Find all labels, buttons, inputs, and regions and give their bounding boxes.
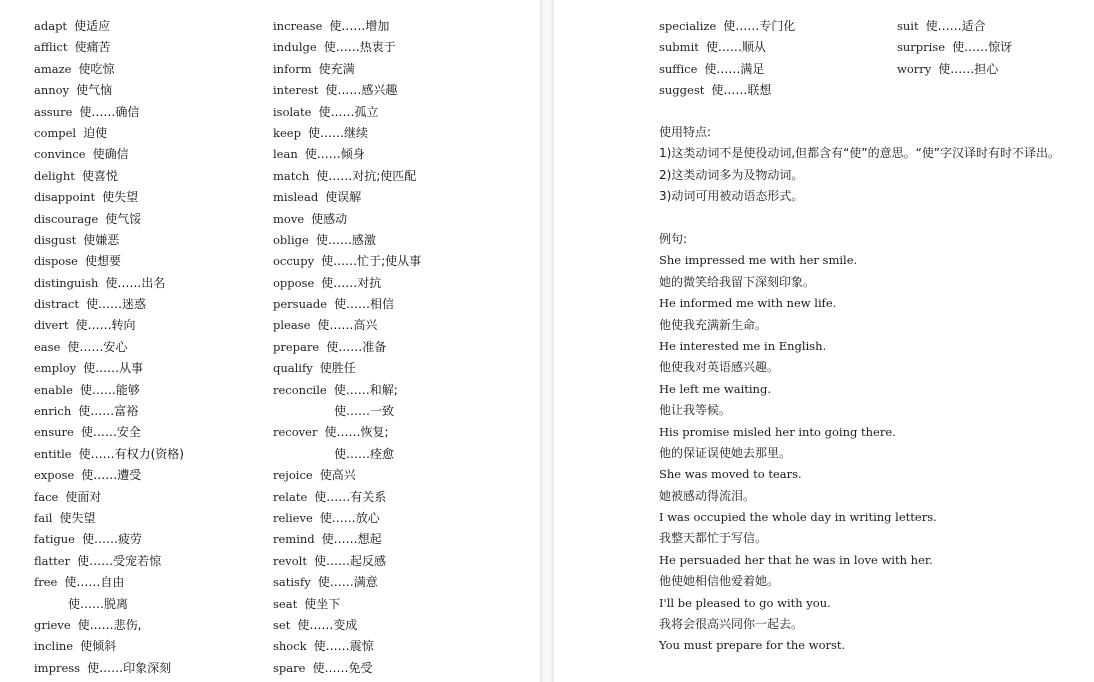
vocab-column-2 bbox=[273, 15, 421, 678]
vocab-meaning: 使面对 bbox=[65, 489, 102, 504]
vocab-word: inform bbox=[273, 61, 312, 76]
vocab-meaning: 使……从事 bbox=[83, 361, 144, 376]
spacer bbox=[659, 208, 1084, 229]
vocab-meaning: 使……脱离 bbox=[68, 596, 129, 611]
vocab-entry bbox=[897, 15, 1012, 36]
vocab-entry bbox=[273, 229, 421, 250]
vocab-word: ensure bbox=[34, 425, 74, 440]
vocab-meaning: 使……能够 bbox=[79, 382, 140, 397]
vocab-meaning: 使……感激 bbox=[315, 232, 376, 247]
vocab-entry bbox=[273, 293, 421, 314]
vocab-entry bbox=[273, 186, 421, 207]
vocab-word: distinguish bbox=[34, 275, 99, 290]
example-chinese: 我将会很高兴同你一起去。 bbox=[659, 617, 804, 632]
vocab-word: divert bbox=[34, 318, 69, 333]
vocab-meaning: 使失望 bbox=[59, 510, 96, 525]
vocab-word: rejoice bbox=[273, 468, 313, 483]
vocab-meaning: 使……恢复; bbox=[324, 425, 389, 440]
vocab-word: expose bbox=[34, 468, 75, 483]
vocab-word: face bbox=[34, 489, 59, 504]
vocab-word: set bbox=[273, 617, 291, 632]
vocab-word: impress bbox=[34, 660, 81, 675]
vocab-word: move bbox=[273, 211, 305, 226]
vocab-entry bbox=[273, 58, 421, 79]
example-english: He informed me with new life. bbox=[659, 296, 837, 311]
vocab-entry bbox=[273, 464, 421, 485]
vocab-entry bbox=[273, 614, 421, 635]
vocab-meaning: 使……遭受 bbox=[81, 468, 142, 483]
vocab-entry bbox=[34, 379, 184, 400]
vocab-meaning: 使高兴 bbox=[319, 468, 356, 483]
vocab-meaning: 使……惊讶 bbox=[952, 40, 1013, 55]
vocab-word: lean bbox=[273, 147, 298, 162]
vocab-entry bbox=[34, 229, 184, 250]
vocab-meaning: 使……相信 bbox=[334, 297, 395, 312]
vocab-word: oblige bbox=[273, 232, 309, 247]
vocab-meaning: 使误解 bbox=[325, 190, 362, 205]
vocab-meaning: 使……安全 bbox=[80, 425, 141, 440]
vocab-entry bbox=[34, 250, 184, 271]
vocab-word: increase bbox=[273, 19, 323, 33]
vocab-word: oppose bbox=[273, 275, 315, 290]
example-chinese: 他让我等候。 bbox=[659, 403, 732, 418]
vocab-word: remind bbox=[273, 532, 315, 547]
vocab-entry bbox=[34, 486, 184, 507]
vocab-word: spare bbox=[273, 660, 306, 675]
vocab-entry bbox=[34, 635, 184, 656]
vocab-entry bbox=[273, 571, 421, 592]
examples-list bbox=[659, 250, 1084, 656]
vocab-word: specialize bbox=[659, 19, 717, 33]
vocab-word: recover bbox=[273, 425, 318, 440]
example-chinese: 他的保证误使她去那里。 bbox=[659, 445, 792, 460]
features-heading: 使用特点: bbox=[659, 125, 712, 139]
vocab-word: worry bbox=[897, 61, 932, 76]
vocab-meaning: 使……出名 bbox=[105, 275, 166, 290]
vocab-meaning: 使……对抗 bbox=[321, 275, 382, 290]
vocab-entry bbox=[273, 357, 421, 378]
vocab-entry bbox=[273, 379, 421, 400]
vocab-entry bbox=[34, 15, 184, 36]
vocab-column-3 bbox=[659, 15, 795, 101]
vocab-meaning: 使……安心 bbox=[67, 339, 128, 354]
vocab-entry bbox=[34, 165, 184, 186]
vocab-word: fatigue bbox=[34, 532, 75, 547]
vocab-word: occupy bbox=[273, 254, 315, 269]
vocab-entry bbox=[34, 593, 184, 614]
vocab-meaning: 使……孤立 bbox=[318, 104, 379, 119]
vocab-word: discourage bbox=[34, 211, 99, 226]
vocab-meaning: 使喜悦 bbox=[81, 168, 118, 183]
vocab-meaning: 使确信 bbox=[92, 147, 129, 162]
vocab-word: incline bbox=[34, 639, 74, 654]
vocab-entry bbox=[659, 58, 795, 79]
vocab-entry bbox=[659, 15, 795, 36]
vocab-meaning: 使……一致 bbox=[334, 404, 395, 419]
vocab-meaning: 使……有关系 bbox=[314, 489, 387, 504]
example-english: He left me waiting. bbox=[659, 381, 771, 396]
example-english: You must prepare for the worst. bbox=[659, 638, 846, 653]
vocab-word: flatter bbox=[34, 553, 71, 568]
vocab-entry bbox=[34, 528, 184, 549]
feature-1: 1)这类动词不是使役动词,但都含有“使”的意思。“使”字汉译时有时不译出。 bbox=[659, 146, 1061, 161]
vocab-meaning: 使……疲劳 bbox=[82, 532, 143, 547]
vocab-word: ease bbox=[34, 339, 61, 354]
vocab-meaning: 使……担心 bbox=[938, 61, 999, 76]
vocab-meaning: 使……满意 bbox=[317, 575, 378, 590]
vocab-word: delight bbox=[34, 168, 75, 183]
page-gutter bbox=[540, 0, 554, 682]
vocab-word: seat bbox=[273, 596, 298, 611]
vocab-word: relate bbox=[273, 489, 308, 504]
vocab-word: reconcile bbox=[273, 382, 327, 397]
example-chinese: 我整天都忙于写信。 bbox=[659, 531, 768, 546]
example-chinese: 他使我对英语感兴趣。 bbox=[659, 360, 780, 375]
vocab-word: convince bbox=[34, 147, 86, 162]
vocab-entry bbox=[273, 314, 421, 335]
vocab-word: fail bbox=[34, 510, 53, 525]
vocab-entry bbox=[897, 36, 1012, 57]
vocab-entry bbox=[34, 507, 184, 528]
vocab-word: qualify bbox=[273, 361, 313, 376]
vocab-meaning: 使……变成 bbox=[297, 617, 358, 632]
vocab-entry bbox=[34, 336, 184, 357]
vocab-entry bbox=[34, 571, 184, 592]
vocab-word: isolate bbox=[273, 104, 312, 119]
feature-2: 2)这类动词多为及物动词。 bbox=[659, 167, 804, 182]
vocab-entry bbox=[34, 272, 184, 293]
vocab-meaning: 使……忙于;使从事 bbox=[321, 254, 422, 269]
vocab-entry bbox=[273, 208, 421, 229]
vocab-word: suggest bbox=[659, 83, 705, 98]
vocab-meaning: 使……痊愈 bbox=[334, 446, 395, 461]
vocab-word: mislead bbox=[273, 190, 319, 205]
vocab-word: grieve bbox=[34, 617, 71, 632]
vocab-word: suffice bbox=[659, 61, 698, 76]
vocab-word: enable bbox=[34, 382, 73, 397]
vocab-meaning: 使……确信 bbox=[79, 104, 140, 119]
vocab-word: annoy bbox=[34, 83, 70, 98]
vocab-entry bbox=[273, 165, 421, 186]
vocab-meaning: 使……想起 bbox=[321, 532, 382, 547]
vocab-word: employ bbox=[34, 361, 77, 376]
vocab-entry bbox=[34, 657, 184, 678]
vocab-meaning: 使失望 bbox=[102, 190, 139, 205]
vocab-meaning: 使……有权力(资格) bbox=[78, 446, 184, 461]
vocab-meaning: 使……和解; bbox=[333, 382, 398, 397]
feature-3: 3)动词可用被动语态形式。 bbox=[659, 189, 804, 204]
vocab-meaning: 使……联想 bbox=[711, 83, 772, 98]
vocab-entry bbox=[659, 79, 795, 100]
vocab-entry bbox=[34, 293, 184, 314]
vocab-entry bbox=[273, 400, 421, 421]
vocab-entry bbox=[273, 421, 421, 442]
vocab-word: disgust bbox=[34, 232, 77, 247]
vocab-word: submit bbox=[659, 40, 699, 55]
vocab-entry bbox=[34, 357, 184, 378]
vocab-meaning: 使……悲伤, bbox=[77, 617, 142, 632]
vocab-entry bbox=[34, 314, 184, 335]
vocab-word: satisfy bbox=[273, 575, 311, 590]
vocab-entry bbox=[273, 15, 421, 36]
example-english: He interested me in English. bbox=[659, 338, 827, 353]
vocab-meaning: 使……起反感 bbox=[314, 553, 387, 568]
examples-heading: 例句: bbox=[659, 232, 688, 246]
vocab-meaning: 使倾斜 bbox=[80, 639, 117, 654]
vocab-meaning: 使……印象深刻 bbox=[87, 660, 172, 675]
vocab-meaning: 使……满足 bbox=[704, 61, 765, 76]
vocab-word: disappoint bbox=[34, 190, 96, 205]
vocab-entry bbox=[34, 36, 184, 57]
vocab-word: free bbox=[34, 575, 58, 590]
vocab-meaning: 使……免受 bbox=[312, 660, 373, 675]
example-english: I was occupied the whole day in writing letters. bbox=[659, 510, 937, 525]
vocab-entry bbox=[273, 79, 421, 100]
vocab-entry bbox=[34, 464, 184, 485]
vocab-entry bbox=[273, 443, 421, 464]
vocab-meaning: 使……受宠若惊 bbox=[77, 553, 162, 568]
vocab-meaning: 使……倾身 bbox=[304, 147, 365, 162]
vocab-word: enrich bbox=[34, 404, 72, 419]
vocab-word: please bbox=[273, 318, 311, 333]
vocab-entry bbox=[34, 186, 184, 207]
vocab-meaning: 使……专门化 bbox=[723, 19, 796, 33]
vocab-meaning: 使……继续 bbox=[307, 125, 368, 140]
vocab-entry bbox=[34, 443, 184, 464]
vocab-word: revolt bbox=[273, 553, 308, 568]
example-english: She was moved to tears. bbox=[659, 467, 802, 482]
vocab-meaning: 使吃惊 bbox=[78, 61, 115, 76]
vocab-meaning: 使……迷惑 bbox=[85, 297, 146, 312]
vocab-word: afflict bbox=[34, 40, 68, 55]
vocab-word: relieve bbox=[273, 510, 313, 525]
vocab-meaning: 使想要 bbox=[84, 254, 121, 269]
vocab-meaning: 使……自由 bbox=[64, 575, 125, 590]
vocab-entry bbox=[273, 36, 421, 57]
vocab-word: persuade bbox=[273, 297, 327, 312]
vocab-meaning: 使痛苦 bbox=[74, 40, 111, 55]
vocab-word: compel bbox=[34, 125, 77, 140]
vocab-meaning: 使充满 bbox=[318, 61, 355, 76]
vocab-entry bbox=[34, 79, 184, 100]
vocab-entry bbox=[273, 250, 421, 271]
vocab-meaning: 使适应 bbox=[74, 19, 111, 33]
vocab-entry bbox=[273, 528, 421, 549]
vocab-entry bbox=[34, 400, 184, 421]
example-chinese: 她被感动得流泪。 bbox=[659, 488, 756, 503]
example-english: She impressed me with her smile. bbox=[659, 253, 858, 268]
vocab-word: distract bbox=[34, 297, 79, 312]
example-english: His promise misled her into going there. bbox=[659, 424, 896, 439]
vocab-column-4 bbox=[897, 15, 1012, 79]
example-chinese: 他使我充满新生命。 bbox=[659, 317, 768, 332]
vocab-meaning: 使……震惊 bbox=[313, 639, 374, 654]
vocab-entry bbox=[34, 101, 184, 122]
vocab-meaning: 使……增加 bbox=[329, 19, 390, 33]
vocab-entry bbox=[34, 614, 184, 635]
vocab-word: assure bbox=[34, 104, 73, 119]
example-english: I'll be pleased to go with you. bbox=[659, 595, 831, 610]
vocab-meaning: 使……顺从 bbox=[705, 40, 766, 55]
vocab-word: indulge bbox=[273, 40, 317, 55]
vocab-entry bbox=[273, 101, 421, 122]
vocab-entry bbox=[273, 143, 421, 164]
vocab-word: suit bbox=[897, 19, 919, 33]
vocab-entry bbox=[273, 635, 421, 656]
vocab-column-1 bbox=[34, 15, 184, 678]
vocab-meaning: 使嫌恶 bbox=[83, 232, 120, 247]
vocab-meaning: 使感动 bbox=[311, 211, 348, 226]
vocab-word: shock bbox=[273, 639, 307, 654]
vocab-word: adapt bbox=[34, 19, 68, 33]
vocab-meaning: 使坐下 bbox=[304, 596, 341, 611]
vocab-entry bbox=[34, 143, 184, 164]
vocab-word: prepare bbox=[273, 339, 320, 354]
vocab-meaning: 使……转向 bbox=[75, 318, 136, 333]
vocab-entry bbox=[273, 122, 421, 143]
vocab-meaning: 使气恼 bbox=[76, 83, 113, 98]
example-english: He persuaded her that he was in love with her. bbox=[659, 552, 933, 567]
vocab-meaning: 使……准备 bbox=[326, 339, 387, 354]
vocab-meaning: 使……适合 bbox=[925, 19, 986, 33]
vocab-meaning: 使……放心 bbox=[319, 510, 380, 525]
vocab-entry bbox=[34, 58, 184, 79]
example-chinese: 他使她相信他爱着她。 bbox=[659, 574, 780, 589]
vocab-meaning: 使……对抗;使匹配 bbox=[316, 168, 417, 183]
vocab-word: interest bbox=[273, 83, 319, 98]
usage-notes bbox=[659, 122, 1084, 657]
vocab-entry bbox=[34, 550, 184, 571]
vocab-entry bbox=[659, 36, 795, 57]
vocab-entry bbox=[34, 208, 184, 229]
vocab-word: dispose bbox=[34, 254, 78, 269]
vocab-meaning: 使……高兴 bbox=[317, 318, 378, 333]
vocab-meaning: 使气馁 bbox=[105, 211, 142, 226]
vocab-word: keep bbox=[273, 125, 301, 140]
vocab-entry bbox=[273, 657, 421, 678]
vocab-meaning: 使……热衷于 bbox=[323, 40, 396, 55]
vocab-entry bbox=[34, 421, 184, 442]
vocab-entry bbox=[273, 593, 421, 614]
vocab-meaning: 使……富裕 bbox=[78, 404, 139, 419]
vocab-word: surprise bbox=[897, 40, 946, 55]
vocab-meaning: 使胜任 bbox=[319, 361, 356, 376]
vocab-word: amaze bbox=[34, 61, 72, 76]
vocab-meaning: 迫使 bbox=[83, 125, 108, 140]
vocab-entry bbox=[273, 336, 421, 357]
vocab-entry bbox=[34, 122, 184, 143]
vocab-word: entitle bbox=[34, 446, 72, 461]
vocab-entry bbox=[273, 550, 421, 571]
example-chinese: 她的微笑给我留下深刻印象。 bbox=[659, 274, 816, 289]
vocab-entry bbox=[273, 507, 421, 528]
vocab-entry bbox=[273, 272, 421, 293]
vocab-entry bbox=[897, 58, 1012, 79]
vocab-meaning: 使……感兴趣 bbox=[325, 83, 398, 98]
vocab-word: match bbox=[273, 168, 310, 183]
vocab-entry bbox=[273, 486, 421, 507]
